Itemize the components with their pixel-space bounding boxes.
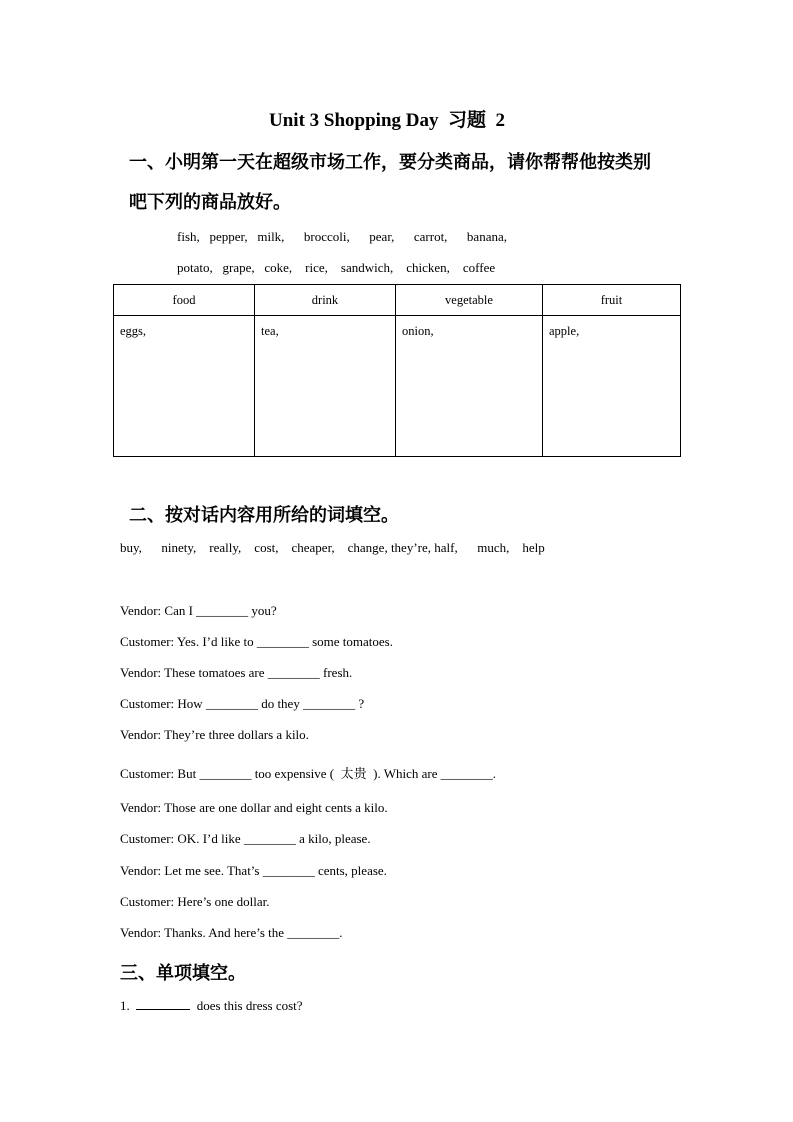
section3-heading: 三、单项填空。 [120, 963, 246, 984]
word-bank: buy, ninety, really, cost, cheaper, change, they’re, half, much, help [120, 540, 545, 555]
dialogue-line: Vendor: Those are one dollar and eight cents a kilo. [120, 800, 388, 815]
dialogue-line: Vendor: Can I ________ you? [120, 603, 277, 618]
dialogue-line: Customer: How ________ do they ________ ? [120, 696, 365, 711]
dialogue-line: Customer: OK. I’d like ________ a kilo, please. [120, 831, 371, 846]
header-fruit: fruit [543, 285, 681, 316]
question-1 [120, 998, 303, 1014]
dialogue-line: Customer: Yes. I’d like to ________ some tomatoes. [120, 634, 393, 649]
word-list-line2: potato, grape, coke, rice, sandwich, chicken, coffee [177, 260, 496, 275]
dialogue-line: Vendor: Let me see. That’s ________ cents, please. [120, 863, 387, 878]
header-drink: drink [255, 285, 396, 316]
cell-food: eggs, [114, 316, 255, 457]
header-vegetable: vegetable [396, 285, 543, 316]
section2-heading: 二、按对话内容用所给的词填空。 [129, 505, 399, 526]
category-table [113, 284, 681, 457]
section1-heading-line1: 一、小明第一天在超级市场工作，要分类商品，请你帮帮他按类别 [129, 152, 651, 173]
header-food: food [114, 285, 255, 316]
page-title: Unit 3 Shopping Day 习题 2 [269, 110, 505, 131]
cell-drink: tea, [255, 316, 396, 457]
table-row [114, 316, 681, 457]
cell-vegetable: onion, [396, 316, 543, 457]
word-list-line1: fish, pepper, milk, broccoli, pear, carrot, banana, [177, 229, 507, 244]
table-header-row [114, 285, 681, 316]
dialogue-line: Vendor: These tomatoes are ________ fresh. [120, 665, 353, 680]
question-text: does this dress cost? [196, 998, 303, 1013]
dialogue-line: Vendor: They’re three dollars a kilo. [120, 727, 309, 742]
section1-heading-line2: 吧下列的商品放好。 [129, 192, 291, 213]
answer-blank [136, 999, 190, 1010]
dialogue-line: Vendor: Thanks. And here’s the ________. [120, 925, 343, 940]
question-number: 1. [120, 998, 130, 1013]
dialogue-line: Customer: Here’s one dollar. [120, 894, 270, 909]
dialogue-line: Customer: But ________ too expensive ( 太贵 ). Which are ________. [120, 766, 496, 781]
cell-fruit: apple, [543, 316, 681, 457]
